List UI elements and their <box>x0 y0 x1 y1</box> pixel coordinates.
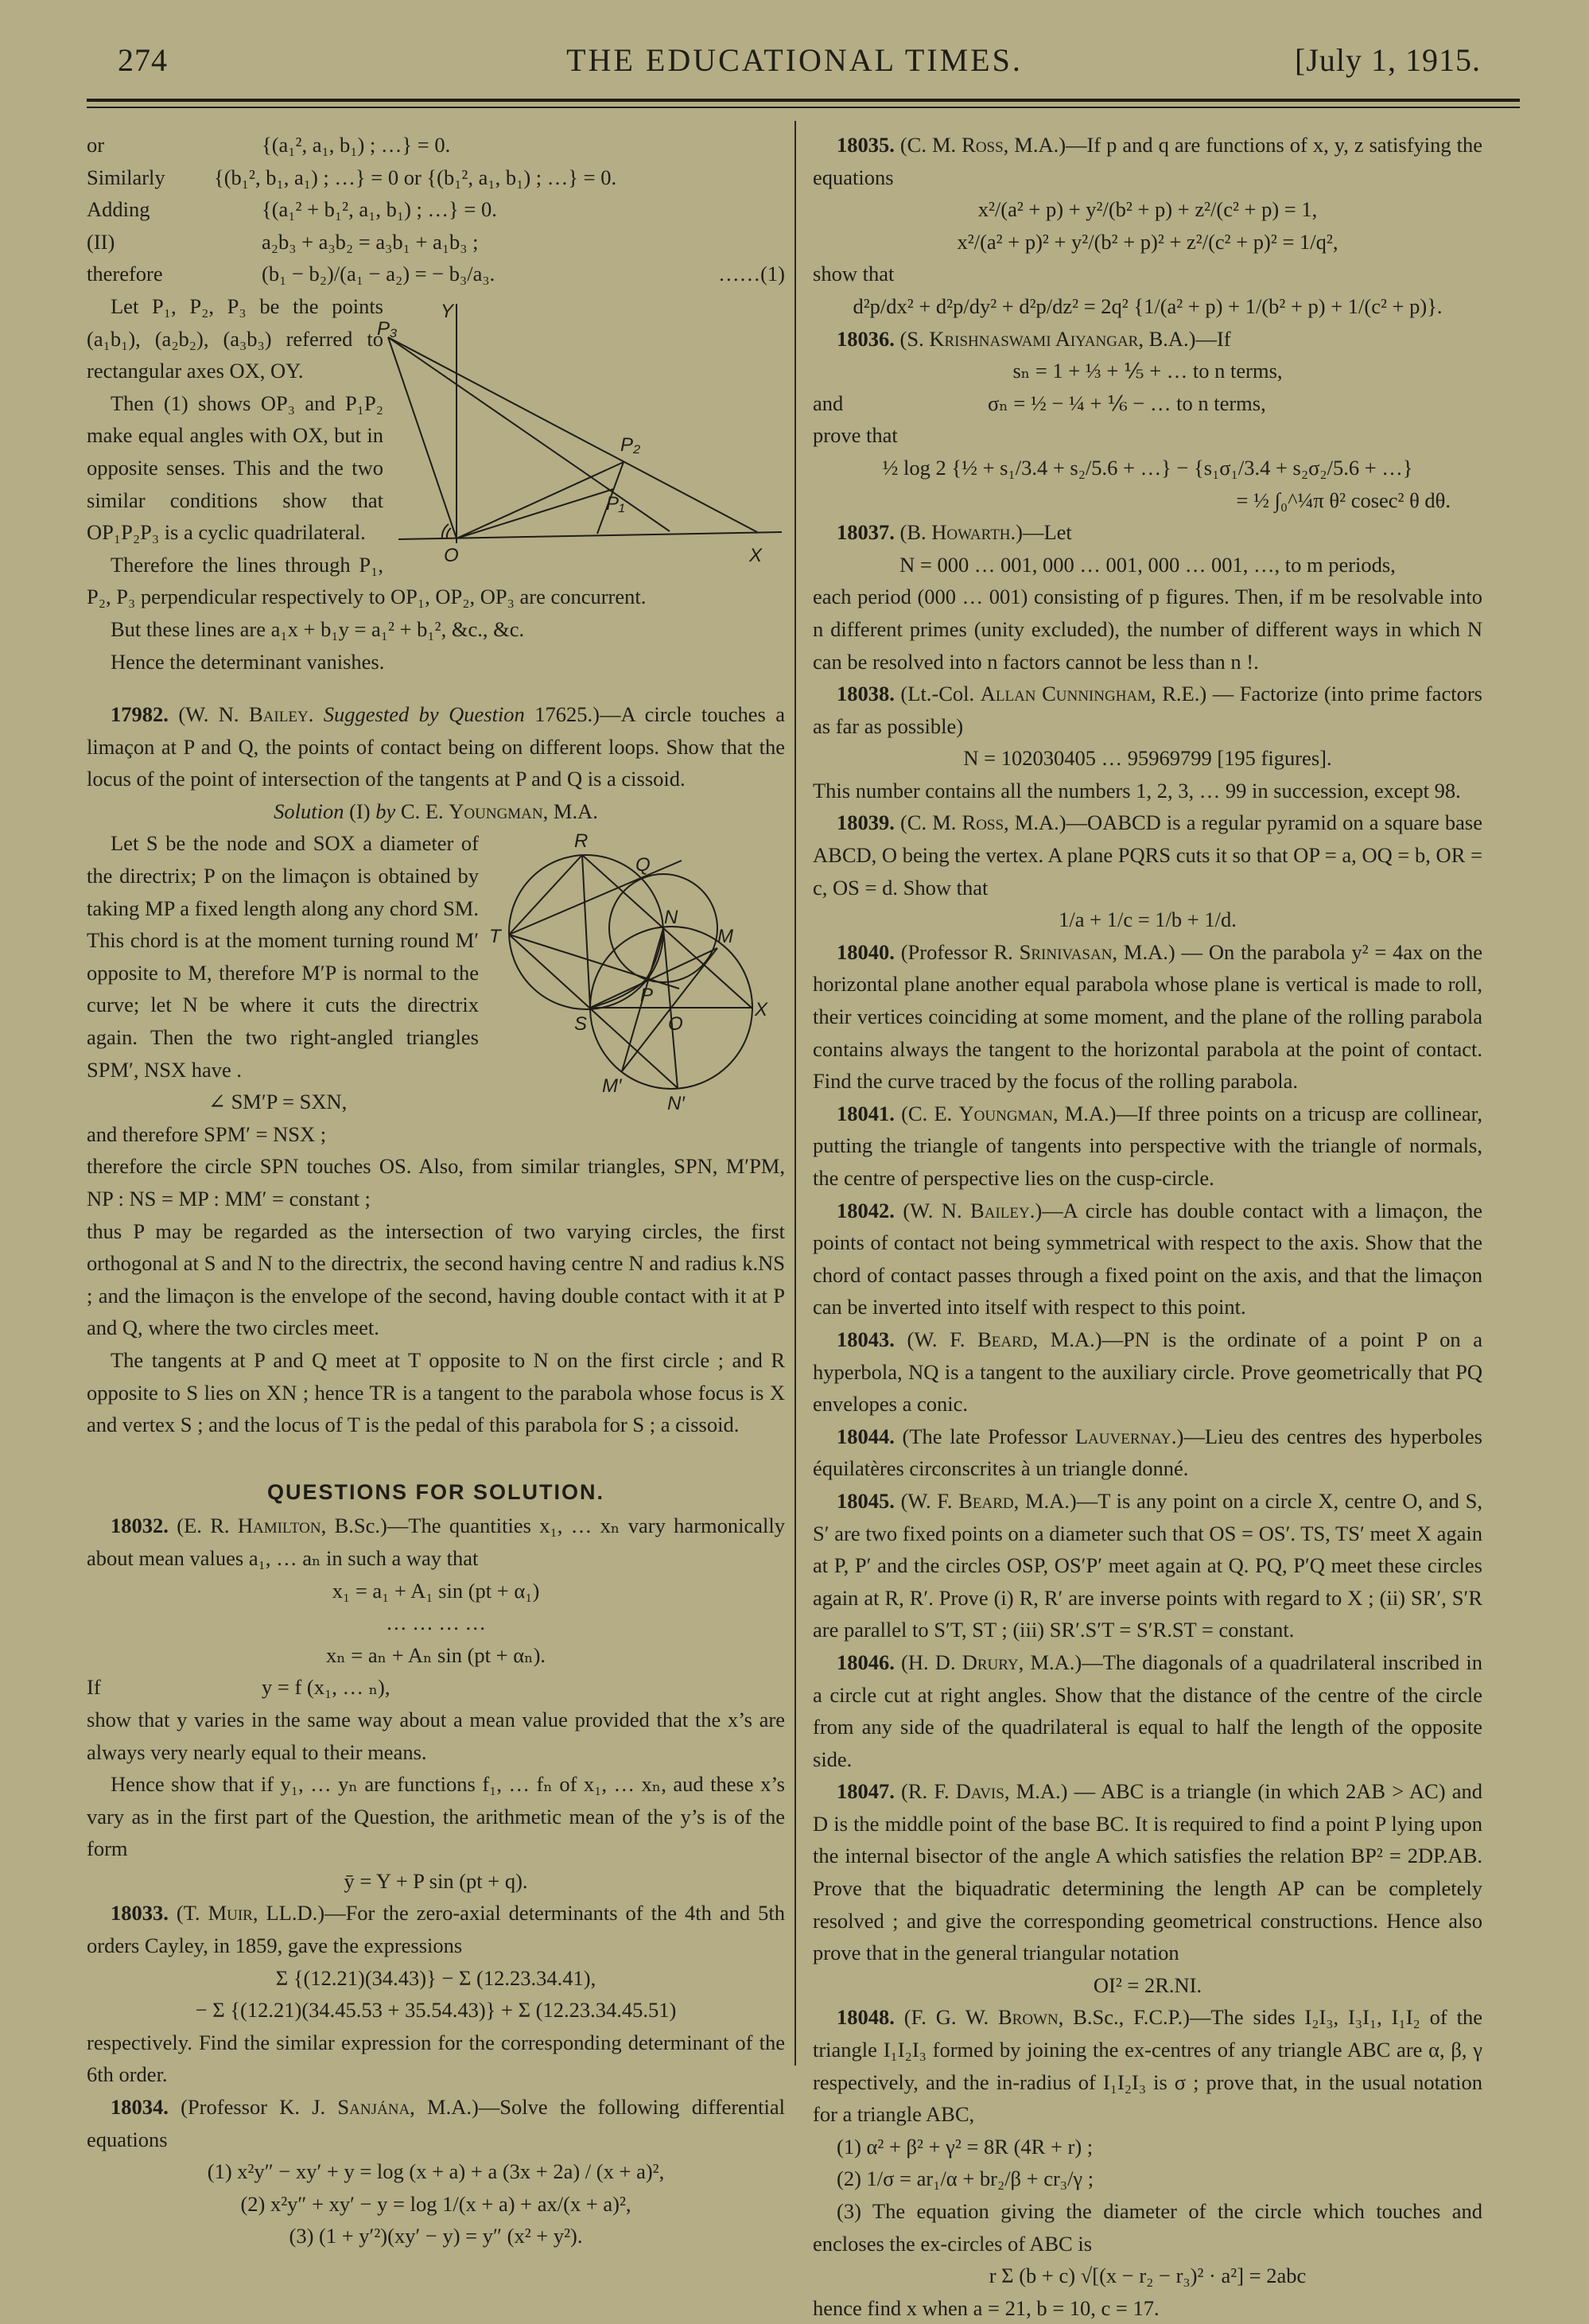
text-run: (I) <box>344 799 376 823</box>
label-o: O <box>444 544 459 566</box>
right-column <box>813 129 1482 2324</box>
text-run: (Lt.-Col. <box>894 682 981 706</box>
equation: {(a₁², a₁, b₁) ; …} = 0. <box>262 133 451 157</box>
text-run: (C. M. <box>894 810 962 835</box>
equation <box>87 1639 785 1672</box>
text-run: (H. D. <box>894 1650 962 1674</box>
paragraph <box>813 2163 1482 2195</box>
text-run: Then (1) shows OP₃ and P₁P₂ make equal angles with OX, but in opposite senses. This and the two similar conditions show that OP₁P₂P₃ is a cyclic quadrilateral. <box>87 391 383 545</box>
text-run: xₙ = aₙ + Aₙ sin (pt + αₙ). <box>325 1642 546 1667</box>
label-p: P <box>640 985 654 1007</box>
question-number: 18045. <box>837 1488 895 1513</box>
text-run: (3) (1 + y′²)(xy′ − y) = y″ (x² + y²). <box>289 2224 583 2248</box>
equation <box>87 1865 785 1898</box>
label-n: N <box>664 907 678 929</box>
question-number: 18043. <box>837 1327 895 1351</box>
text-run: 1/a + 1/c = 1/b + 1/d. <box>1059 907 1237 932</box>
equation <box>87 1962 785 1995</box>
paragraph <box>87 1344 785 1441</box>
text-run: Solution <box>274 799 344 823</box>
column-divider <box>794 121 796 2066</box>
question-number: 18044. <box>837 1424 895 1448</box>
author-name: Lauvernay <box>1074 1424 1171 1448</box>
label-m-prime: M′ <box>602 1075 622 1098</box>
equation: a₂b₃ + a₃b₂ = a₃b₁ + a₁b₃ ; <box>262 229 479 254</box>
text-run: ∠ SM′P = SXN, <box>208 1090 348 1114</box>
text-run: ½ log 2 {½ + s₁/3.4 + s₂/5.6 + …} − {s₁σ₁/3.4 + s₂σ₂/5.6 + …} <box>882 455 1413 480</box>
label-p3: P₃ <box>377 317 398 340</box>
equation <box>813 355 1482 387</box>
equation-row <box>87 258 785 290</box>
equation <box>87 2188 785 2221</box>
text-run: − Σ {(12.21)(34.45.53 + 35.54.43)} + Σ (12.23.34.45.51) <box>195 1998 677 2023</box>
spacer <box>87 678 785 698</box>
paragraph <box>813 775 1482 807</box>
label-n-prime: N′ <box>667 1093 685 1115</box>
question-number: 18039. <box>837 810 895 835</box>
paragraph <box>813 1323 1482 1420</box>
equation <box>813 2260 1482 2292</box>
text-run: , B.Sc., F.C.P.)—The sides I₂I₃, I₃I₁, I₁I₂ of the triangle I₁I₂I₃ formed by joining the ex-centres of any triangle ABC are α, β, γ respectively, and the in-radius of I₁I₂I₃ is σ ; prove that, in the usual notation for a triangle ABC, <box>813 2005 1483 2127</box>
paragraph <box>813 678 1482 742</box>
text-run: (The late Professor <box>894 1424 1075 1448</box>
text-run: OI² = 2R.NI. <box>1093 1972 1202 1997</box>
label-o: O <box>668 1013 683 1036</box>
text-run: (2) 1/σ = ar₁/α + br₂/β + cr₃/γ ; <box>837 2167 1094 2191</box>
author-name: Bailey <box>970 1198 1030 1222</box>
text-run: (W. F. <box>894 1488 959 1513</box>
text-run: Let P₁, P₂, P₃ be the points (a₁b₁), (a₂b₂), (a₃b₃) referred to rectangular axes OX, OY. <box>87 293 383 383</box>
question-number: 18047. <box>837 1779 895 1804</box>
question-number: 18038. <box>837 682 895 706</box>
author-name: Brown <box>997 2005 1059 2030</box>
text-run: , M.A.) — ABC is a triangle (in which 2AB > AC) and D is the middle point of the base BC. It is required to find a point P lying upon the internal bisector of the angle A which satisfies the relation BP² = 2DP.AB. Prove that the biquadratic determining the length AP can be completely resolved ; and give the corresponding geometrical constructions. Hence also prove that in the general triangular notation <box>813 1779 1482 1965</box>
author-name: Youngman <box>449 799 543 823</box>
text-run: (Professor K. J. <box>168 2095 338 2120</box>
equation-number: ……(1) <box>718 262 785 286</box>
text-run: (F. G. W. <box>894 2005 998 2030</box>
text-run: (B. <box>894 520 932 545</box>
author-name: Beard <box>958 1488 1014 1513</box>
question-number: 18046. <box>837 1650 895 1674</box>
text-run: Let S be the node and SOX a diameter of the directrix; P on the limaçon is obtained by taking MP a fixed length along any chord SM. This chord is at the moment turning round M′ opposite to M, therefore M′P is normal to the curve; let N be where it cuts the directrix again. Then the two right-angled triangles SPM′, NSX have . <box>87 831 479 1082</box>
paragraph <box>813 323 1482 356</box>
equation-label: (II) <box>87 229 115 254</box>
text-run: (C. M. <box>894 133 962 157</box>
equation-label: Adding <box>87 197 150 222</box>
text-run: show that y varies in the same way about a mean value provided that the x’s are always very nearly equal to their means. <box>87 1707 785 1764</box>
text-run: N = 102030405 … 95969799 [195 figures]. <box>963 746 1332 771</box>
question-number: 17982. <box>111 702 169 727</box>
equation <box>813 742 1482 775</box>
text-run: N = 000 … 001, 000 … 001, 000 … 001, …, to m periods, <box>899 552 1396 577</box>
equation <box>87 2220 785 2252</box>
text-run: x₁ = a₁ + A₁ sin (pt + α₁) <box>332 1578 540 1603</box>
author-name: Drury <box>962 1650 1019 1674</box>
text-run: , LL.D.)—For the zero-axial determinants of the 4th and 5th orders Cayley, in 1859, gave the expressions <box>87 1901 786 1958</box>
author-name: Sanjána <box>337 2095 410 2120</box>
equation <box>87 1086 468 1118</box>
text-run: (Professor R. <box>894 939 1020 964</box>
paragraph <box>813 1775 1482 1969</box>
text-run: , M.A.)—If p and q are functions of x, y, z satisfying the equations <box>813 133 1482 189</box>
equation <box>87 1994 785 2027</box>
text-run: Hence the determinant vanishes. <box>111 649 385 674</box>
text-run: therefore the circle SPN touches OS. Also, from similar triangles, SPN, M′PM, NP : NS = MP : MM′ = constant ; <box>87 1154 785 1211</box>
label-m: M <box>717 926 733 948</box>
label-y: Y <box>441 300 454 322</box>
paragraph <box>87 2091 785 2155</box>
text-run: thus P may be regarded as the intersection of two varying circles, the first orthogonal at S and N to the directrix, the second having centre N and radius k.NS ; and the limaçon is the envelope of the second, having double contact with it at P and Q, where the two circles meet. <box>87 1218 785 1340</box>
text-run: , R.E.) — Factorize (into prime factors as far as possible) <box>813 682 1482 738</box>
text-run: (2) x²y″ + xy′ − y = log 1/(x + a) + ax/(x + a)², <box>240 2191 631 2216</box>
author-name: Hamilton <box>237 1514 321 1538</box>
paragraph <box>813 1195 1482 1323</box>
paragraph <box>813 419 1482 452</box>
equation <box>813 226 1482 258</box>
equation-label: Similarly <box>87 165 165 189</box>
equation-row <box>87 193 785 226</box>
text-run: .)—A circle has double contact with a limaçon, the points of contact not being symmetrical with respect to the axis. Show that the chord of contact passes through a fixed point on the axis, and that the limaçon can be inverted into itself with respect to this point. <box>813 1198 1482 1319</box>
author-name: Allan Cunningham <box>980 682 1152 706</box>
paragraph <box>87 1768 785 1865</box>
text-run: = ½ ∫₀^¼π θ² cosec² θ dθ. <box>1236 488 1451 512</box>
paragraph <box>813 1485 1482 1646</box>
question-number: 18037. <box>837 520 895 545</box>
question-number: 18034. <box>111 2095 169 2120</box>
text-run: , B.A.)—If <box>1138 326 1231 351</box>
question-number: 18040. <box>837 939 895 964</box>
text-run: . <box>308 702 324 727</box>
equation-label: or <box>87 133 105 157</box>
text-run: , M.A.)—If three points on a tricusp are collinear, putting the triangle of tangents into perspective with the triangle of normals, the centre of perspective lies on the cusp-circle. <box>813 1101 1483 1190</box>
text-run: Suggested by Question <box>323 702 525 727</box>
text-run: d²p/dx² + d²p/dy² + d²p/dz² = 2q² {1/(a² + p) + 1/(b² + p) + 1/(c² + p)}. <box>853 293 1443 318</box>
text-run: , M.A.)—OABCD is a regular pyramid on a square base ABCD, O being the vertex. A plane PQRS cuts it so that OP = a, OQ = b, OR = c, OS = d. Show that <box>813 810 1482 900</box>
text-run: , M.A. <box>542 799 598 823</box>
paragraph <box>813 2195 1482 2260</box>
paragraph <box>87 1704 785 1768</box>
label-r: R <box>574 830 589 853</box>
text-run: , B.Sc.)—The quantities x₁, … xₙ vary harmonically about mean values a₁, … aₙ in such a way that <box>87 1514 785 1570</box>
author-name: Davis <box>955 1779 1004 1804</box>
label-x: X <box>755 999 768 1021</box>
paragraph <box>813 1420 1482 1485</box>
equation-row <box>87 226 785 258</box>
label-t: T <box>489 926 501 948</box>
paragraph <box>813 2001 1482 2130</box>
equation-label: If <box>87 1675 101 1700</box>
text-run: QUESTIONS FOR SOLUTION. <box>266 1479 604 1504</box>
paragraph <box>87 2027 785 2091</box>
text-run: respectively. Find the similar expression for the corresponding determinant of the 6th order. <box>87 2030 785 2087</box>
author-name: Youngman <box>958 1101 1053 1125</box>
equation <box>87 2155 785 2188</box>
author-name: Bailey <box>249 702 309 727</box>
text-run: prove that <box>813 423 898 448</box>
header-rule-thick <box>87 99 1520 102</box>
equation <box>813 290 1482 323</box>
equation <box>813 904 1482 936</box>
text-run: But these lines are a₁x + b₁y = a₁² + b₁², &c., &c. <box>111 616 525 641</box>
text-run: This number contains all the numbers 1, 2, 3, … 99 in succession, except 98. <box>813 778 1461 803</box>
paragraph <box>813 1646 1482 1775</box>
journal-title: THE EDUCATIONAL TIMES. <box>566 42 1023 78</box>
text-run: show that <box>813 262 895 286</box>
label-p2: P₂ <box>620 433 641 456</box>
text-run: C. E. <box>395 799 449 823</box>
equation-row <box>87 129 785 161</box>
text-run: x²/(a² + p)² + y²/(b² + p)² + z²/(c² + p)² = 1/q², <box>957 229 1338 254</box>
paragraph <box>87 1510 785 1574</box>
paragraph <box>813 1098 1482 1195</box>
spacer <box>87 1441 785 1462</box>
question-number: 18041. <box>837 1101 895 1125</box>
paragraph <box>87 1897 785 1961</box>
text-run: Σ {(12.21)(34.43)} − Σ (12.23.34.41), <box>275 1965 596 1990</box>
text-run: r Σ (b + c) √[(x − r₂ − r₃)² · a²] = 2abc <box>989 2264 1307 2288</box>
equation: σₙ = ½ − ¼ + ⅙ − … to n terms, <box>988 391 1266 415</box>
equation <box>813 452 1482 484</box>
issue-date: [July 1, 1915. <box>1295 42 1481 78</box>
text-run: , M.A.)—PN is the ordinate of a point P on a hyperbola, NQ is a tangent to the auxiliary circle. Prove geometrically that PQ envelopes a conic. <box>813 1327 1482 1417</box>
paragraph <box>813 2131 1482 2163</box>
left-column <box>87 129 785 2252</box>
header-rule-thin <box>87 107 1520 108</box>
text-run: and therefore SPM′ = NSX ; <box>87 1121 327 1146</box>
text-run: , M.A.)—The diagonals of a quadrilateral inscribed in a circle cut at right angles. Show that the distance of the centre of the circle from any side of the quadrilateral is equal to half the length of the opposite side. <box>813 1650 1482 1771</box>
text-run: (1) x²y″ − xy′ + y = log (x + a) + a (3x + 2a) / (x + a)², <box>207 2159 665 2184</box>
equation-label: therefore <box>87 262 163 286</box>
label-x: X <box>749 544 763 566</box>
author-name: Ross <box>962 810 1004 835</box>
paragraph <box>813 516 1482 549</box>
paragraph <box>813 258 1482 290</box>
equation <box>87 795 785 828</box>
text-run: , M.A.)—T is any point on a circle X, centre O, and S, S′ are two fixed points on a diameter such that OS = OS′. TS, TS′ meet X again at P, P′ and the circles OSP, OS′P′ meet again at Q. PQ, P′Q meet these circles again at R, R′. Prove (i) R, R′ are inverse points with regard to X ; (ii) SR′, S′R are parallel to S′T, ST ; (iii) SR′.S′T = S′R.ST = constant. <box>813 1488 1482 1642</box>
question-number: 18032. <box>111 1514 169 1538</box>
text-run: ȳ = Y + P sin (pt + q). <box>344 1868 528 1893</box>
author-name: Ross <box>962 133 1004 157</box>
equation-label: and <box>813 391 844 415</box>
figure-cyclic-quadrilateral <box>377 287 785 575</box>
text-run: (T. <box>168 1901 208 1926</box>
equation-row <box>813 387 1482 420</box>
text-run: (S. <box>894 326 930 351</box>
paragraph <box>813 806 1482 904</box>
question-number: 18048. <box>837 2005 895 2030</box>
text-run: each period (000 … 001) consisting of p figures. Then, if m be resolvable into n different primes (unity excluded), the number of different ways in which N can be resolved into n factors cannot be less than n !. <box>813 585 1482 674</box>
page-number: 274 <box>118 42 168 78</box>
text-run: .)—Let <box>1010 520 1072 545</box>
paragraph <box>813 2292 1482 2324</box>
text-run: (3) The equation giving the diameter of the circle which touches and encloses the ex-circles of ABC is <box>813 2199 1482 2256</box>
text-run: 17625.)—A circle touches a limaçon at P and Q, the points of contact being on different loops. Show that the locus of the point of intersection of the tangents at P and Q is a cissoid. <box>87 702 786 791</box>
paragraph <box>813 129 1482 193</box>
equation <box>813 1969 1482 2002</box>
author-name: Srinivasan <box>1019 939 1113 964</box>
text-run: (W. F. <box>894 1327 978 1351</box>
author-name: Krishnaswami Aiyangar <box>929 326 1139 351</box>
text-run: … … … … <box>386 1611 486 1635</box>
paragraph <box>813 936 1482 1098</box>
text-run: .)—Lieu des centres des hyperboles équilatères circonscrites à un triangle donné. <box>813 1424 1482 1481</box>
paragraph <box>87 1215 785 1344</box>
text-run: (R. F. <box>894 1779 956 1804</box>
equation: {(a₁² + b₁², a₁, b₁) ; …} = 0. <box>262 197 497 222</box>
text-run: (W. N. <box>168 702 250 727</box>
paragraph <box>87 613 785 646</box>
text-run: , M.A.) — On the parabola y² = 4ax on the horizontal plane another equal parabola whose plane is vertical is made to roll, their vertices coinciding at some moment, and the plane of the rolling parabola contains always the tangent to the horizontal parabola at the point of contact. Find the curve traced by the focus of the rolling parabola. <box>813 939 1482 1094</box>
equation: (b₁ − b₂)/(a₁ − a₂) = − b₃/a₃. <box>262 262 495 286</box>
author-name: Muir <box>208 1901 253 1926</box>
equation <box>813 484 1482 517</box>
equation: y = f (x₁, … ₙ), <box>262 1675 390 1700</box>
text-run: hence find x when a = 21, b = 10, c = 17. <box>813 2295 1160 2320</box>
text-run: by <box>375 799 396 823</box>
text-run: (E. R. <box>168 1514 238 1538</box>
text-run: Hence show that if y₁, … yₙ are functions f₁, … fₙ of x₁, … xₙ, aud these x’s vary as in the first part of the Question, the arithmetic mean of the y’s is of the form <box>87 1772 785 1861</box>
equation <box>87 1607 785 1639</box>
figure-limacon-circles <box>479 827 785 1123</box>
author-name: Howarth <box>931 520 1011 545</box>
paragraph <box>813 581 1482 678</box>
equation-row <box>87 1671 785 1704</box>
equation-row <box>87 161 785 194</box>
text-run: , M.A.)—Solve the following differential equations <box>87 2095 786 2151</box>
equation <box>813 193 1482 226</box>
equation <box>87 1575 785 1607</box>
text-run: (C. E. <box>894 1101 959 1125</box>
paragraph <box>87 698 785 795</box>
text-run: (1) α² + β² + γ² = 8R (4R + r) ; <box>837 2134 1094 2159</box>
question-number: 18036. <box>837 326 895 351</box>
equation <box>813 549 1482 581</box>
text-run: x²/(a² + p) + y²/(b² + p) + z²/(c² + p) = 1, <box>977 197 1318 222</box>
paragraph <box>87 646 785 678</box>
text-run: sₙ = 1 + ⅓ + ⅕ + … to n terms, <box>1012 359 1283 383</box>
paragraph <box>87 1150 785 1214</box>
text-run: Therefore the lines through P₁, P₂, P₃ perpendicular respectively to OP₁, OP₂, OP₃ are concurrent. <box>87 552 647 609</box>
text-run: The tangents at P and Q meet at T opposite to N on the first circle ; and R opposite to S lies on XN ; hence TR is a tangent to the parabola whose focus is X and vertex S ; and the locus of T is the pedal of this parabola for S ; a cissoid. <box>87 1347 785 1437</box>
question-number: 18042. <box>837 1198 895 1222</box>
section-heading <box>87 1476 785 1509</box>
equation: {(b₁², b₁, a₁) ; …} = 0 or {(b₁², a₁, b₁) ; …} = 0. <box>214 165 617 189</box>
question-number: 18033. <box>111 1901 169 1926</box>
question-number: 18035. <box>837 133 895 157</box>
label-s: S <box>574 1013 588 1036</box>
label-q: Q <box>635 854 651 876</box>
text-run: (W. N. <box>894 1198 971 1222</box>
label-p1: P₁ <box>606 492 625 515</box>
author-name: Beard <box>977 1327 1033 1351</box>
